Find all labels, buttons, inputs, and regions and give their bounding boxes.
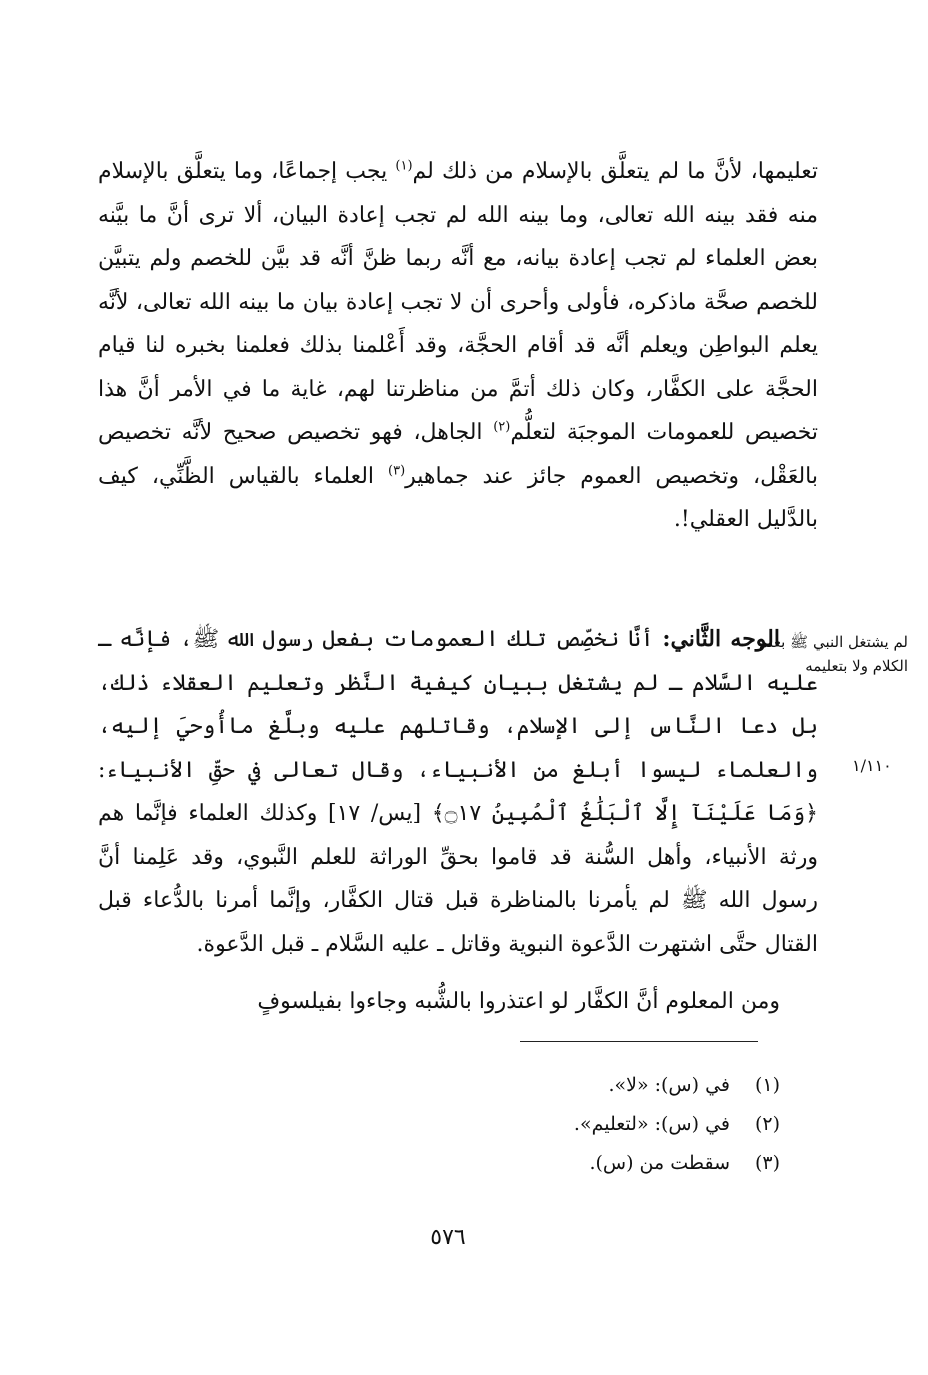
margin-note: لم يشتغل النبي ﷺ بعلم الكلام ولا بتعليمه (758, 633, 908, 675)
paragraph-3 (98, 980, 818, 1024)
footnote-ref-3[interactable]: (٣) (388, 463, 406, 479)
footnote-number: (٢) (754, 1113, 780, 1135)
page-number: ٥٧٦ (430, 1225, 466, 1250)
paragraph-1-text-d: العلماء بالقياس الظَّنِّي، كيف بالدَّليل العقلي!. (98, 463, 818, 532)
footnotes (520, 1066, 780, 1183)
margin-page-reference: ١/١١٠ (852, 756, 892, 775)
footnote-item (520, 1066, 780, 1105)
paragraph-2-text: أنَّا نخصِّص تلك العمومات بفعل رسول الله ﷺ، فإنَّه ـ عليه السَّلام ـ لم يشتغل ببيان كيفية النَّظر وتعليم العقلاء ذلك، بل دعا النَّاس إلى الإسلام، وقاتلهم عليه وبلَّغ ماأُوحيَ إليه، والعلماء ليسوا أبلغ من الأنبياء، وقال تعالى في حقِّ الأنبياء: ﴿وَمَا عَلَيْنَآ إِلَّا ٱلْبَلَٰغُ ٱلْمُبِينُ ۝١٧﴾ [يس/ ١٧] وكذلك العلماء فإنَّما هم ورثة الأنبياء، وأهل السُّنة قد قاموا بحقِّ الوراثة للعلم النَّبوي، وقد عَلِمنا أنَّ رسول الله ﷺ لم يأمرنا بالمناظرة قبل قتال الكفَّار، وإنَّما أمرنا بالدُّعاء قبل القتال حتَّى اشتهرت الدَّعوة النبوية وقاتل ـ عليه السَّلام ـ قبل الدَّعوة. (98, 627, 819, 957)
paragraph-1-text-b: يجب إجماعًا، وما يتعلَّق بالإسلام منه فقد بينه الله تعالى، وما بينه الله لم تجب إعادة البيان، ألا ترى أنَّ ما بيَّنه بعض العلماء لم تجب إعادة بيانه، مع أنَّه ربما ظنَّ أنَّه قد بيَّن للخصم ولم يتبيَّن للخصم صحَّة ماذكره، فأولى وأحرى أن لا تجب إعادة بيان ما بينه الله تعالى، لأنَّه يعلم البواطِن ويعلم أنَّه قد أقام الحجَّة، وقد أَعْلمنا بذلك فعلمنا بخبره لنا قيام الحجَّة على الكفَّار، وكان ذلك أتمَّ من مناظرتنا لهم، غاية ما في الأمر أنَّ هذا تخصيص للعمومات الموجبَة لتعلُّم (98, 159, 818, 445)
footnote-text: سقطت من (س). (589, 1152, 730, 1174)
footnote-text: في (س): «لتعليم». (573, 1113, 730, 1135)
paragraph-2 (98, 618, 818, 966)
footnote-item (520, 1144, 780, 1183)
footnote-number: (١) (754, 1074, 780, 1096)
footnote-number: (٣) (754, 1152, 780, 1174)
paragraph-3-text: ومن المعلوم أنَّ الكفَّار لو اعتذروا بالشُّبه وجاءوا بفيلسوفٍ (257, 989, 780, 1014)
footnote-ref-1[interactable]: (١) (395, 158, 413, 174)
paragraph-1-text-c: الجاهل، فهو تخصيص صحيح لأنَّه تخصيص بالعَقْل، وتخصيص العموم جائز عند جماهير (98, 420, 818, 489)
footnote-item (520, 1105, 780, 1144)
paragraph-1-text-a: تعليمها، لأنَّ ما لم يتعلَّق بالإسلام من ذلك لم (412, 159, 818, 184)
footnote-ref-2[interactable]: (٢) (493, 419, 511, 435)
section-heading: الوجه الثَّاني: (662, 626, 780, 652)
paragraph-1 (98, 150, 818, 542)
footnote-divider (520, 1041, 758, 1042)
footnote-text: في (س): «لا». (608, 1074, 730, 1096)
